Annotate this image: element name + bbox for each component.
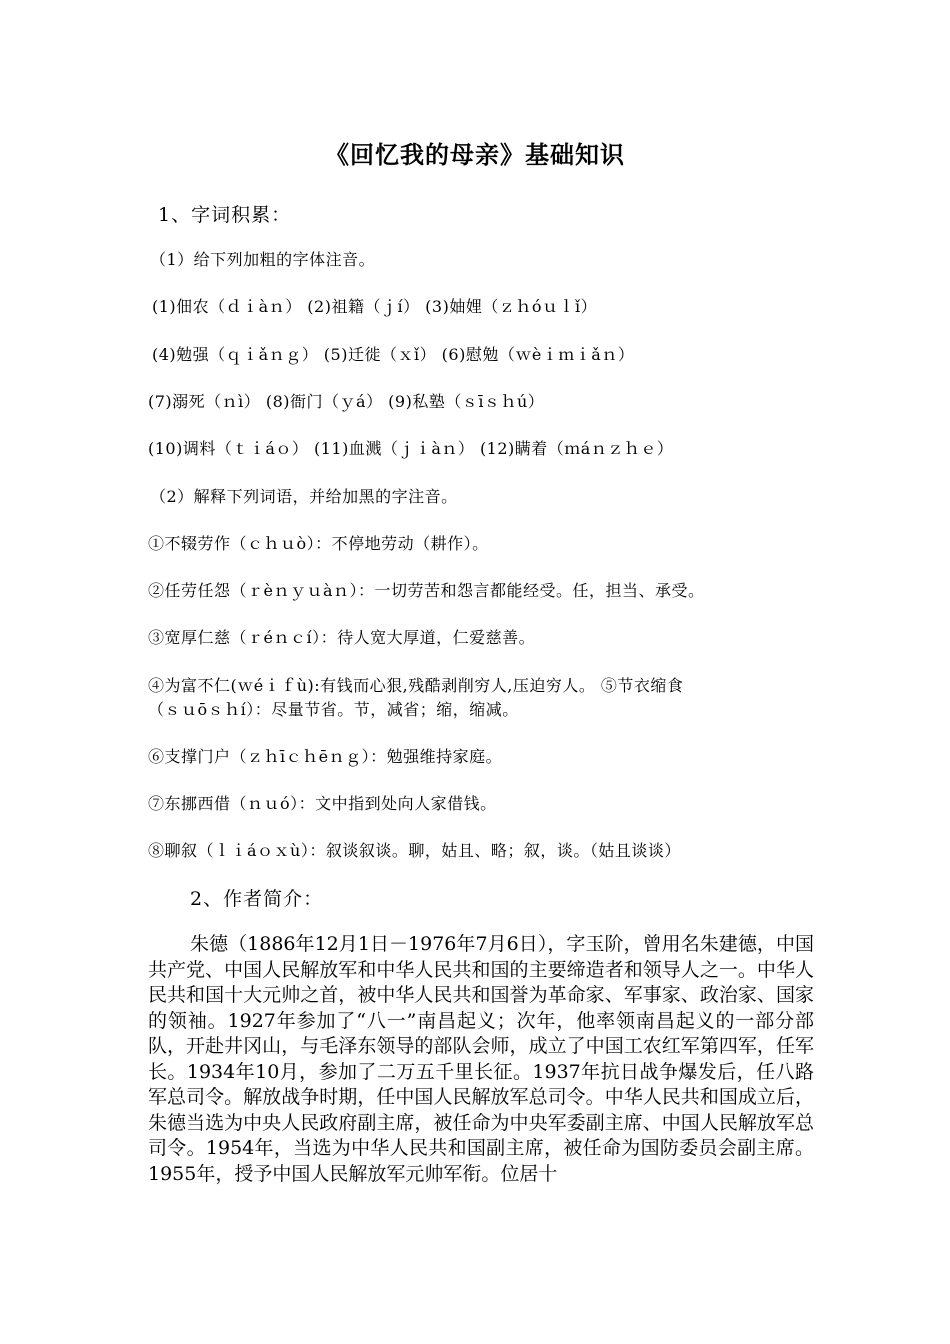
pinyin-line: (1)佃农（ｄｉàｎ） (2)祖籍（ｊí） (3)妯娌（ｚｈóｕｌǐ） [152, 297, 598, 316]
definition-line: ⑧聊叙（ｌｉáｏｘù）：叙谈叙谈。聊，姑且、略；叙，谈。（姑且谈谈） [148, 841, 681, 860]
section-heading-vocabulary: 1、字词积累： [158, 204, 292, 226]
pinyin-line: (7)溺死（ｎì） (8)衙门（ｙá） (9)私塾（ｓīｓｈú） [148, 392, 545, 411]
pinyin-line: (4)勉强（ｑｉǎｎｇ） (5)迁徙（ｘǐ） (6)慰勉（ｗèｉｍｉǎｎ） [152, 345, 635, 364]
definition-line: ⑥支撑门户（ｚｈīｃｈēｎｇ）：勉强维持家庭。 [148, 747, 503, 766]
definition-line: ②任劳任怨（ｒèｎｙｕàｎ）：一切劳苦和怨言都能经受。任，担当、承受。 [148, 581, 705, 600]
part-heading-pinyin: （1）给下列加粗的字体注音。 [150, 250, 376, 269]
author-bio-paragraph: 朱德（1886年12月1日－1976年7月6日），字玉阶，曾用名朱建德，中国共产党、中国人民解放军和中华人民共和国的主要缔造者和领导人之一。中华人民共和国十大元帅之首，被中华人民共和国誉为革命家、军事家、政治家、国家的领袖。1927年参加了“八一”南昌起义；次年，他率领南昌起义的一部分部队，开赴井冈山，与毛泽东领导的部队会师，成立了中国工农红军第四军，任军长。1934年10月，参加了二万五千里长征。1937年抗日战争爆发后，任八路军总司令。解放战争时期，任中国人民解放军总司令。中华人民共和国成立后，朱德当选为中央人民政府副主席，被任命为中央军委副主席、中国人民解放军总司令。1954年，当选为中华人民共和国副主席，被任命为国防委员会副主席。1955年，授予中国人民解放军元帅军衔。位居十 [148, 933, 814, 1185]
definition-line: ⑦东挪西借（ｎｕó）：文中指到处向人家借钱。 [148, 794, 497, 813]
definition-line: ④为富不仁(ｗéｉｆù):有钱而心狠,残酷剥削穷人,压迫穷人。 ⑤节衣缩食 [148, 676, 684, 695]
definition-line: ③宽厚仁慈（ｒéｎｃí）：待人宽大厚道，仁爱慈善。 [148, 628, 536, 647]
definition-line: （ｓｕōｓｈí）：尽量节省。节，减省；缩，缩减。 [148, 700, 519, 719]
definition-line: ①不辍劳作（ｃｈｕò）：不停地劳动（耕作）。 [148, 534, 489, 553]
document-title: 《回忆我的母亲》基础知识 [325, 141, 625, 169]
pinyin-line: (10)调料（ｔｉáｏ） (11)血溅（ｊｉàｎ） (12)瞒着（ｍáｎｚｈｅ） [148, 439, 674, 458]
section-heading-author: 2、作者简介： [190, 888, 324, 910]
part-heading-definitions: （2）解释下列词语，并给加黑的字注音。 [150, 487, 458, 506]
